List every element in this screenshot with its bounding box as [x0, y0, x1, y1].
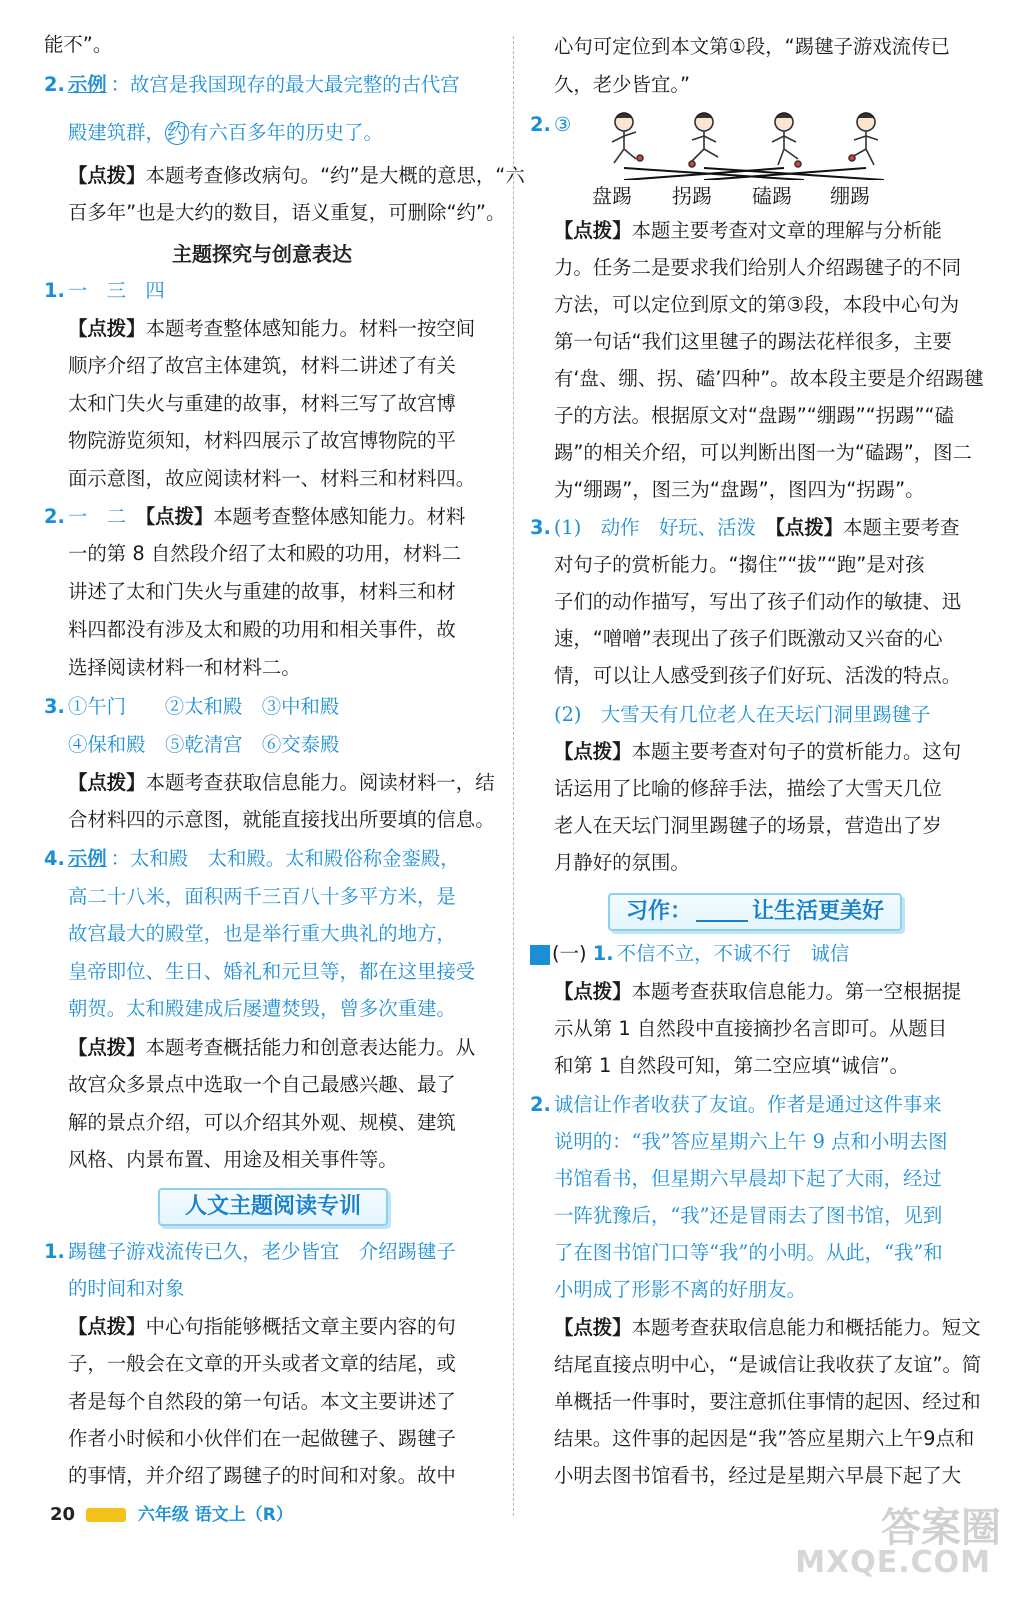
- tip-line: 料四都没有涉及太和殿的功用和相关事件，故: [68, 618, 456, 641]
- tip-line: 情，可以让人感受到孩子们好玩、活泼的特点。: [554, 664, 962, 687]
- question-number: 2.: [44, 505, 65, 528]
- tip-line: 单概括一件事时，要注意抓住事情的起因、经过和: [554, 1390, 981, 1413]
- answer-text: ①午门 ②太和殿 ③中和殿: [67, 695, 340, 718]
- tip-text: 本题主要考查: [843, 516, 960, 539]
- tip-text: 本题主要考查对文章的理解与分析能: [631, 219, 942, 242]
- example-label: 示例: [67, 847, 107, 870]
- answer-text: 的时间和对象: [68, 1277, 185, 1300]
- answer-text: [68, 996, 456, 1022]
- answer-text: [554, 1240, 943, 1266]
- tip-text: 本题考查整体感知能力。材料: [213, 505, 466, 528]
- tip-label: 【点拨】: [68, 1315, 146, 1338]
- section-marker-icon: [530, 945, 550, 965]
- answer-2: [530, 112, 571, 138]
- answer-s3: [44, 694, 339, 720]
- answer-text: ④保和殿 ⑤乾清宫 ⑥交泰殿: [68, 733, 340, 756]
- answer-text: 高二十八米，面积两千三百八十多平方米，是: [68, 885, 456, 908]
- tip-label: 【点拨】: [554, 740, 632, 763]
- answer-text: 诚信让作者收获了友谊。作者是通过这件事来: [553, 1093, 942, 1116]
- tip-line: 风格、内景布置、用途及相关事件等。: [68, 1148, 398, 1171]
- tip-line: [68, 316, 475, 342]
- answer-text: [68, 884, 456, 910]
- tip-line: [68, 770, 495, 796]
- kick-label: 磕踢: [752, 184, 792, 208]
- tip-line: 一的第 8 自然段介绍了太和殿的功用，材料二: [68, 542, 462, 565]
- tip-line: 面示意图，故应阅读材料一、材料三和材料四。: [68, 467, 476, 490]
- answer-text: [554, 1277, 806, 1303]
- tip-line: 太和门失火与重建的故事，材料三写了故宫博: [68, 392, 456, 415]
- grade-label: 六年级 语文上（R）: [137, 1505, 293, 1525]
- tip-line: 的事情，并介绍了踢毽子的时间和对象。故中: [68, 1464, 456, 1487]
- tip-text: 本题考查获取信息能力。第一空根据提: [631, 980, 962, 1003]
- answer-2: [44, 72, 460, 98]
- tip-line: [554, 739, 961, 765]
- tip-line: 子，一般会在文章的开头或者文章的结尾，或: [68, 1352, 456, 1375]
- question-number: 2.: [530, 1093, 551, 1116]
- tip-line: 物院游览须知，材料四展示了故宫博物院的平: [68, 429, 456, 452]
- watermark: 答案圈: [881, 1505, 1001, 1551]
- tip-label: 【点拨】: [145, 505, 214, 528]
- tip-line: 选择阅读材料一和材料二。: [68, 656, 301, 679]
- page-number: 20: [50, 1504, 76, 1525]
- tip-line: [554, 1315, 981, 1341]
- question-number: 4.: [44, 847, 65, 870]
- answer-text: [68, 1276, 184, 1302]
- section-banner: 人文主题阅读专训: [158, 1188, 388, 1226]
- answer-text: 皇帝即位、生日、婚礼和元旦等，都在这里接受: [68, 960, 476, 983]
- answer-3: [530, 515, 959, 541]
- kick-label: 拐踢: [672, 184, 712, 208]
- watermark-url: MXQE.COM: [795, 1545, 991, 1580]
- tip-label: 【点拨】: [68, 317, 146, 340]
- circled-char: 约: [165, 121, 189, 145]
- tip-label: 【点拨】: [554, 1316, 632, 1339]
- section-index: (一): [552, 942, 587, 965]
- tip-line: 讲述了太和门失火与重建的故事，材料三和材: [68, 580, 456, 603]
- question-number: 1.: [592, 942, 614, 965]
- answer-text: ：太和殿 太和殿。太和殿俗称金銮殿，: [110, 847, 460, 870]
- answer-text: ③: [553, 113, 572, 136]
- answer-text: 小明成了形影不离的好朋友。: [554, 1278, 807, 1301]
- tip-label: 【点拨】: [554, 980, 632, 1003]
- tip-line: 子的方法。根据原文对“盘踢”“绷踢”“拐踢”“磕: [554, 404, 954, 427]
- tip-line: [554, 218, 942, 244]
- answer-text: 故宫最大的殿堂，也是举行重大典礼的地方，: [68, 922, 456, 945]
- matching-lines: [624, 168, 884, 180]
- answer-text: [554, 1203, 942, 1229]
- answer-text: [554, 1166, 942, 1192]
- kick-label: 盘踢: [592, 184, 632, 208]
- tip-line: 速，“噌噌”表现出了孩子们既激动又兴奋的心: [554, 627, 943, 650]
- answer-3-2: [554, 702, 931, 728]
- tip-line: 老人在天坛门洞里踢毽子的场景，营造出了岁: [554, 814, 942, 837]
- answer-s3-cont: [68, 732, 339, 758]
- tip-text: 本题考查获取信息能力。阅读材料一，结: [145, 771, 495, 794]
- tip-line: 百多年”也是大约的数目，语义重复，可删除“约”。: [68, 201, 506, 224]
- tip-line: 月静好的氛围。: [554, 851, 690, 874]
- tip-label: 【点拨】: [775, 516, 844, 539]
- kick-label: 绷踢: [830, 184, 870, 208]
- tip-line: 方法，可以定位到原文的第③段，本段中心句为: [554, 293, 960, 316]
- answer-s1: [44, 278, 165, 304]
- tip-line: 有‘盘、绷、拐、磕’四种”。故本段主要是介绍踢毽: [554, 367, 984, 390]
- answer-text: (1) 动作 好玩、活泼: [553, 516, 756, 539]
- tip-text: 中心句指能够概括文章主要内容的句: [145, 1315, 456, 1338]
- tip-line: [554, 979, 961, 1005]
- tip-line: 第一句话“我们这里毽子的踢法花样很多，主要: [554, 330, 952, 353]
- blank-line: [696, 902, 748, 922]
- tip-line: 对句子的赏析能力。“搊住”“拔”“跑”是对孩: [554, 553, 925, 576]
- tip-line: 解的景点介绍，可以介绍其外观、规模、建筑: [68, 1111, 456, 1134]
- answer-2-cont: [68, 120, 383, 146]
- tip-line: 结尾直接点明中心，“是诚信让我收获了友谊”。简: [554, 1353, 982, 1376]
- banner-label: 习作：: [625, 899, 692, 924]
- tip-line: [68, 1035, 475, 1061]
- answer-text: 殿建筑群，: [68, 121, 165, 144]
- child-figure-icon: [772, 113, 801, 167]
- column-divider: [513, 36, 514, 1516]
- answer-w1: [530, 941, 849, 967]
- question-number: 1.: [44, 1240, 65, 1263]
- answer-text: 一 三 四: [67, 279, 165, 302]
- answer-text: 书馆看书，但星期六早晨却下起了大雨，经过: [554, 1167, 942, 1190]
- tip-text: 本题考查获取信息能力和概括能力。短文: [631, 1316, 981, 1339]
- banner-title: 让生活更美好: [752, 899, 885, 924]
- kicking-illustration: [584, 108, 914, 180]
- tip-label: 【点拨】: [554, 219, 632, 242]
- tip-text: 本题主要考查对句子的赏析能力。这句: [631, 740, 962, 763]
- question-number: 3.: [44, 695, 65, 718]
- answer-s4: [44, 846, 460, 872]
- tip-line: [68, 163, 525, 189]
- answer-s2: [44, 504, 465, 530]
- tip-text: 本题考查整体感知能力。材料一按空间: [145, 317, 476, 340]
- writing-banner: [608, 893, 902, 931]
- question-number: 2.: [530, 113, 551, 136]
- answer-text: 踢毽子游戏流传已久，老少皆宜 介绍踢毽子: [67, 1240, 456, 1263]
- answer-text: 有六百多年的历史了。: [188, 121, 383, 144]
- answer-text: [554, 1129, 948, 1155]
- question-number: 3.: [530, 516, 551, 539]
- tip-line: 子们的动作描写，写出了孩子们动作的敏捷、迅: [554, 590, 962, 613]
- answer-r1: [44, 1239, 456, 1265]
- section-title: 主题探究与创意表达: [172, 242, 352, 266]
- tip-line: 者是每个自然段的第一句话。本文主要讲述了: [68, 1390, 456, 1413]
- question-number: 2.: [44, 73, 65, 96]
- tip-line: 小明去图书馆看书，经过是星期六早晨下起了大: [554, 1464, 962, 1487]
- tip-label: 【点拨】: [68, 164, 146, 187]
- tip-line: 和第 1 自然段可知，第二空应填“诚信”。: [554, 1054, 910, 1077]
- answer-text: 朝贺。太和殿建成后屡遭焚毁，曾多次重建。: [68, 997, 456, 1020]
- tip-line: 踢”的相关介绍，可以判断出图一为“磕踢”，图二: [554, 441, 972, 464]
- answer-text: 一 二: [67, 505, 127, 528]
- text-line: 能不”。: [44, 33, 113, 56]
- tip-text: 本题考查修改病句。“约”是大概的意思，“六: [145, 164, 525, 187]
- answer-text: 了在图书馆门口等“我”的小明。从此，“我”和: [554, 1241, 943, 1264]
- answer-text: (2) 大雪天有几位老人在天坛门洞里踢毽子: [554, 703, 931, 726]
- child-figure-icon: [689, 113, 718, 167]
- tip-label: 【点拨】: [68, 1036, 146, 1059]
- question-number: 1.: [44, 279, 65, 302]
- text-line: 心句可定位到本文第①段，“踢毽子游戏流传已: [554, 35, 950, 58]
- answer-text: 说明的：“我”答应星期六上午 9 点和小明去图: [554, 1130, 948, 1153]
- page-footer: [50, 1500, 293, 1525]
- answer-w2: [530, 1092, 942, 1118]
- tip-line: 力。任务二是要求我们给别人介绍踢毽子的不同: [554, 256, 962, 279]
- tip-line: 合材料四的示意图，就能直接找出所要填的信息。: [68, 808, 495, 831]
- tip-line: 结果。这件事的起因是“我”答应星期六上午9点和: [554, 1427, 975, 1450]
- tip-line: 话运用了比喻的修辞手法，描绘了大雪天几位: [554, 777, 942, 800]
- brand-logo-icon: [86, 1508, 126, 1522]
- tip-label: 【点拨】: [68, 771, 146, 794]
- child-figure-icon: [849, 113, 878, 165]
- text-line: 久，老少皆宜。”: [554, 73, 691, 96]
- answer-text: ：故宫是我国现存的最大最完整的古代宫: [110, 73, 460, 96]
- answer-text: 不信不立，不诚不行 诚信: [616, 942, 850, 965]
- tip-line: 作者小时候和小伙伴们在一起做毽子、踢毽子: [68, 1427, 456, 1450]
- answer-text: [68, 959, 475, 985]
- tip-line: 顺序介绍了故宫主体建筑，材料二讲述了有关: [68, 354, 456, 377]
- answer-text: [68, 921, 456, 947]
- kids-figure: [584, 108, 914, 180]
- tip-line: [68, 1314, 456, 1340]
- tip-text: 本题考查概括能力和创意表达能力。从: [145, 1036, 476, 1059]
- child-figure-icon: [612, 113, 643, 163]
- example-label: 示例: [67, 73, 107, 96]
- answer-text: 一阵犹豫后，“我”还是冒雨去了图书馆，见到: [554, 1204, 943, 1227]
- tip-line: 故宫众多景点中选取一个自己最感兴趣、最了: [68, 1073, 456, 1096]
- tip-line: 为“绷踢”，图三为“盘踢”，图四为“拐踢”。: [554, 478, 925, 501]
- tip-line: 示从第 1 自然段中直接摘抄名言即可。从题目: [554, 1017, 948, 1040]
